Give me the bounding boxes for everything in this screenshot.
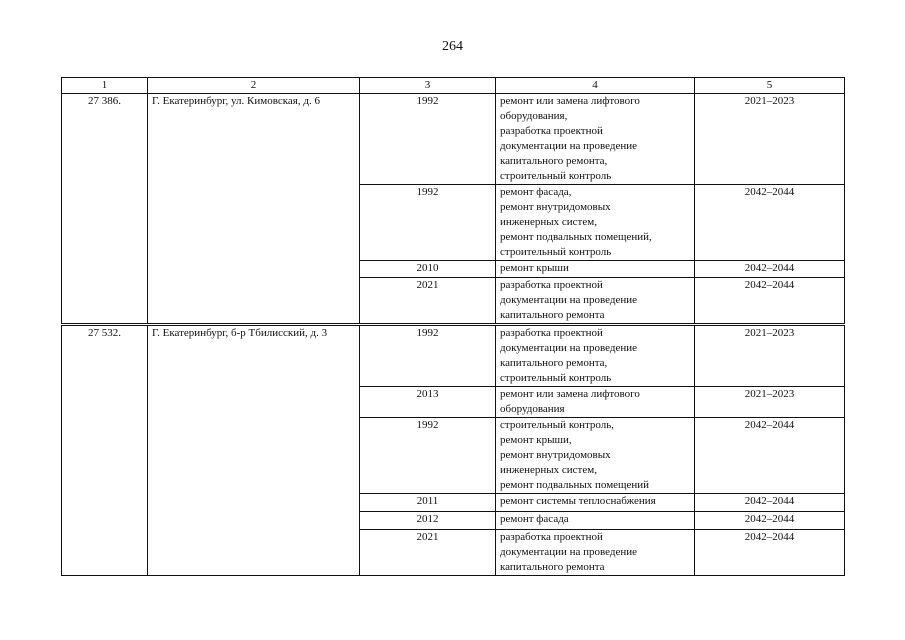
object-address: Г. Екатеринбург, б-р Тбилисский, д. 3 bbox=[148, 325, 360, 576]
work-cell: ремонт крыши bbox=[496, 261, 695, 278]
column-header-2: 2 bbox=[148, 78, 360, 94]
year-cell: 2012 bbox=[360, 512, 496, 530]
object-address: Г. Екатеринбург, ул. Кимовская, д. 6 bbox=[148, 94, 360, 325]
period-cell: 2021–2023 bbox=[695, 94, 845, 185]
work-cell: ремонт фасада bbox=[496, 512, 695, 530]
column-header-1: 1 bbox=[62, 78, 148, 94]
period-cell: 2042–2044 bbox=[695, 185, 845, 261]
work-cell: разработка проектной документации на проведение капитального ремонта bbox=[496, 278, 695, 325]
year-cell: 1992 bbox=[360, 325, 496, 387]
work-cell: строительный контроль, ремонт крыши, ремонт внутридомовых инженерных систем, ремонт подвальных помещений bbox=[496, 418, 695, 494]
year-cell: 1992 bbox=[360, 185, 496, 261]
period-cell: 2042–2044 bbox=[695, 278, 845, 325]
object-number: 27 386. bbox=[62, 94, 148, 325]
period-cell: 2021–2023 bbox=[695, 325, 845, 387]
column-header-5: 5 bbox=[695, 78, 845, 94]
table-row bbox=[62, 325, 845, 387]
year-cell: 2021 bbox=[360, 530, 496, 576]
period-cell: 2021–2023 bbox=[695, 387, 845, 418]
work-cell: разработка проектной документации на проведение капитального ремонта bbox=[496, 530, 695, 576]
year-cell: 1992 bbox=[360, 418, 496, 494]
year-cell: 2013 bbox=[360, 387, 496, 418]
year-cell: 2011 bbox=[360, 494, 496, 512]
page-number: 264 bbox=[442, 39, 463, 54]
work-cell: ремонт фасада, ремонт внутридомовых инженерных систем, ремонт подвальных помещений, строительный контроль bbox=[496, 185, 695, 261]
capital-repair-table bbox=[61, 77, 845, 576]
year-cell: 1992 bbox=[360, 94, 496, 185]
table-row bbox=[62, 94, 845, 185]
work-cell: ремонт или замена лифтового оборудования bbox=[496, 387, 695, 418]
period-cell: 2042–2044 bbox=[695, 494, 845, 512]
work-cell: ремонт системы теплоснабжения bbox=[496, 494, 695, 512]
work-cell: разработка проектной документации на проведение капитального ремонта, строительный контроль bbox=[496, 325, 695, 387]
column-header-4: 4 bbox=[496, 78, 695, 94]
period-cell: 2042–2044 bbox=[695, 512, 845, 530]
period-cell: 2042–2044 bbox=[695, 261, 845, 278]
table-header-row bbox=[62, 78, 845, 94]
year-cell: 2021 bbox=[360, 278, 496, 325]
period-cell: 2042–2044 bbox=[695, 418, 845, 494]
year-cell: 2010 bbox=[360, 261, 496, 278]
object-number: 27 532. bbox=[62, 325, 148, 576]
period-cell: 2042–2044 bbox=[695, 530, 845, 576]
column-header-3: 3 bbox=[360, 78, 496, 94]
work-cell: ремонт или замена лифтового оборудования, разработка проектной документации на проведение капитального ремонта, строительный контроль bbox=[496, 94, 695, 185]
